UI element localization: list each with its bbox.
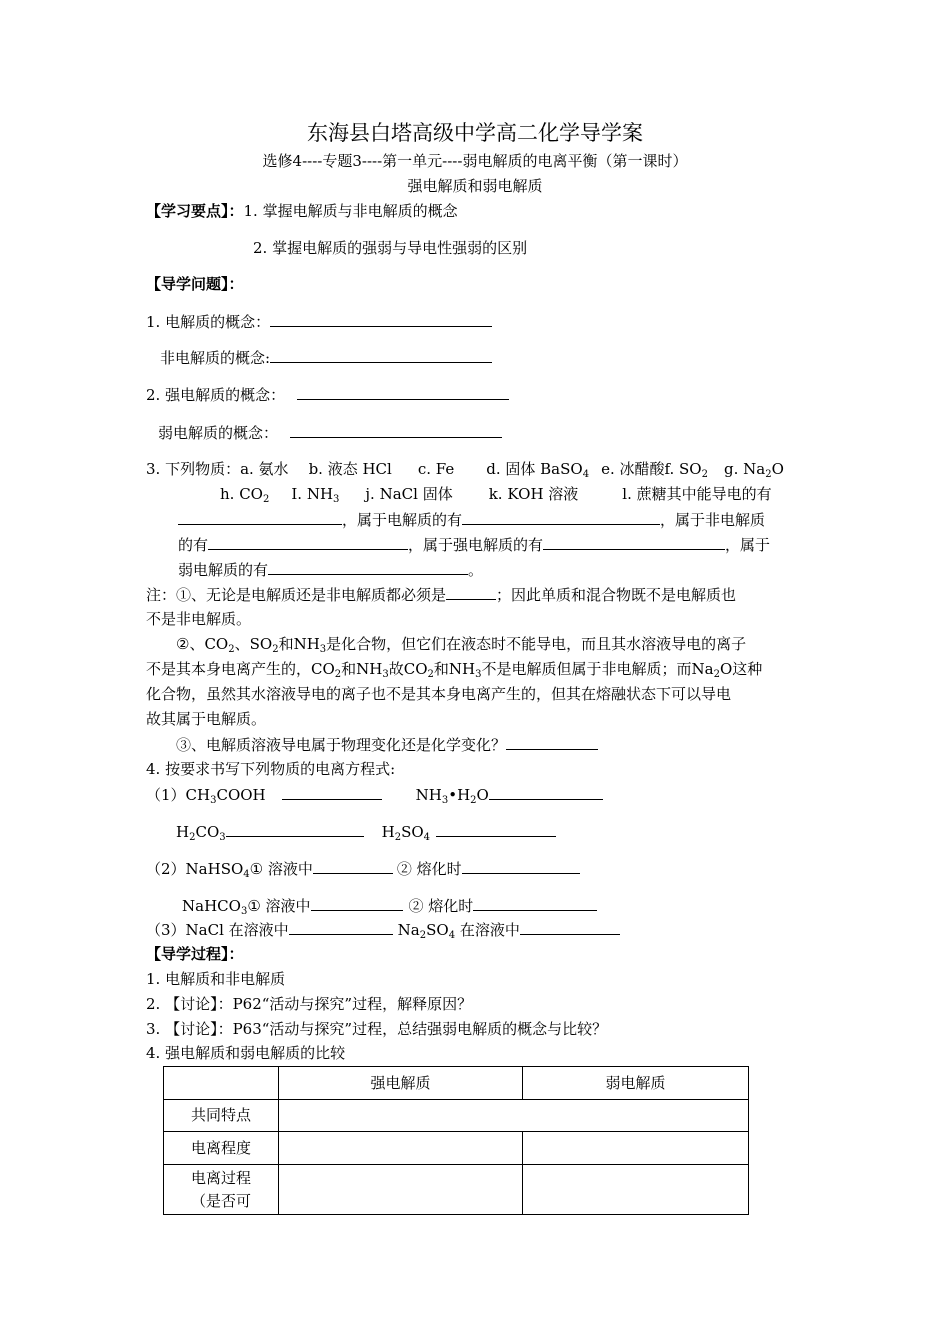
question-3-line3 — [178, 510, 765, 530]
question-1a — [146, 312, 492, 332]
subscript: 2 — [272, 644, 279, 655]
answer-blank[interactable] — [282, 785, 382, 800]
row-degree-label: 电离程度 — [164, 1132, 279, 1165]
question-3-line4 — [178, 535, 770, 555]
q3-item-k: k. KOH 溶液 — [488, 485, 579, 503]
eq-text: SO — [401, 823, 424, 841]
comparison-table — [163, 1066, 749, 1215]
q3-item-b: b. 液态 HCl — [308, 460, 392, 478]
note-2-text: 和NH — [341, 660, 383, 678]
note-1-text: 注：①、无论是电解质还是非电解质都必须是 — [146, 586, 447, 604]
subscript: 2 — [334, 669, 342, 680]
table-cell[interactable] — [279, 1132, 523, 1165]
question-1b-text: 非电解质的概念: — [160, 349, 271, 367]
answer-blank[interactable] — [543, 535, 725, 550]
answer-blank[interactable] — [178, 510, 342, 525]
table-header-row — [164, 1067, 749, 1100]
answer-blank[interactable] — [270, 312, 492, 327]
answer-blank[interactable] — [311, 896, 403, 911]
equation-row-1 — [146, 785, 603, 805]
row-process-label — [164, 1165, 279, 1215]
subscript: 4 — [448, 930, 456, 941]
question-2b — [158, 423, 502, 443]
col-weak-header: 弱电解质 — [523, 1067, 749, 1100]
note-2-line3: 化合物，虽然其水溶液导电的离子也不是其本身电离产生的，但其在熔融状态下可以导电 — [146, 685, 732, 703]
eq-text: ② 熔化时 — [408, 897, 474, 915]
col-strong-header: 强电解质 — [279, 1067, 523, 1100]
answer-blank[interactable] — [446, 585, 496, 600]
answer-blank[interactable] — [268, 560, 468, 575]
subscript: 3 — [240, 906, 248, 917]
subscript: 2 — [713, 669, 720, 680]
q3-item-g: g. Na — [723, 460, 766, 478]
note-2-line4: 故其属于电解质。 — [146, 710, 267, 728]
table-cell[interactable] — [279, 1100, 749, 1132]
answer-blank[interactable] — [462, 859, 580, 874]
q3-item-j: j. NaCl 固体 — [365, 485, 453, 503]
note-3 — [176, 735, 598, 755]
q3-item-l: l. 蔗糖其中能导电的有 — [622, 485, 772, 503]
subscript: 4 — [243, 869, 250, 880]
process-item-2: 2. 【讨论】：P62“活动与探究”过程，解释原因？ — [146, 995, 473, 1013]
question-2b-text: 弱电解质的概念： — [158, 424, 279, 442]
eq-text: NH — [415, 786, 442, 804]
eq-text: ② 熔化时 — [396, 860, 462, 878]
q3-text: ，属于强电解质的有 — [408, 536, 544, 554]
table-corner-cell — [164, 1067, 279, 1100]
table-cell[interactable] — [523, 1132, 749, 1165]
table-cell[interactable] — [279, 1165, 523, 1215]
row-process-label-line2: （是否可 — [190, 1191, 251, 1210]
note-2-text: 故CO — [388, 660, 428, 678]
answer-blank[interactable] — [473, 896, 597, 911]
q3-item-a: 3. 下列物质：a. 氨水 — [146, 460, 289, 478]
question-1b — [160, 348, 492, 368]
subscript: 2 — [701, 469, 708, 480]
q3-item-c: c. Fe — [417, 460, 455, 478]
note-1-text-b: ；因此单质和混合物既不是电解质也 — [496, 586, 737, 604]
subscript: 2 — [470, 795, 477, 806]
q3-item-i: I. NH — [291, 485, 334, 503]
row-common-label: 共同特点 — [164, 1100, 279, 1132]
q3-text: 的有 — [178, 536, 209, 554]
subscript: 3 — [219, 832, 226, 843]
note-3-text: ③、电解质溶液导电属于物理变化还是化学变化？ — [176, 736, 507, 754]
answer-blank[interactable] — [290, 423, 502, 438]
eq-text: ① 溶液中 — [249, 860, 313, 878]
subscript: 2 — [262, 494, 270, 505]
page-title: 东海县白塔高级中学高二化学导学案 — [307, 121, 643, 145]
eq-text: CO — [195, 823, 220, 841]
process-item-4: 4. 强电解质和弱电解质的比较 — [146, 1044, 346, 1062]
subscript: 2 — [419, 930, 427, 941]
answer-blank[interactable] — [462, 510, 660, 525]
q3-item-g-end: O — [771, 460, 784, 478]
note-2-text: 和NH — [278, 635, 320, 653]
key-point-2: 2. 掌握电解质的强弱与导电性强弱的区别 — [253, 239, 528, 257]
answer-blank[interactable] — [313, 859, 393, 874]
eq-text: O — [476, 786, 489, 804]
subscript: 3 — [319, 644, 327, 655]
process-label: 【导学过程】： — [146, 945, 244, 963]
question-2a-text: 2. 强电解质的概念： — [146, 386, 286, 404]
q3-item-h: h. CO — [220, 485, 263, 503]
answer-blank[interactable] — [208, 535, 408, 550]
note-2 — [176, 635, 746, 654]
equation-row-5 — [146, 920, 620, 940]
eq-text: H — [176, 823, 190, 841]
note-2-text: 和NH — [433, 660, 476, 678]
eq-text: ① 溶液中 — [247, 897, 311, 915]
equation-row-4 — [182, 896, 597, 916]
eq-text: SO — [426, 921, 449, 939]
note-2-text: ②、CO — [176, 635, 229, 653]
note-2-text: O这种 — [719, 660, 763, 678]
q3-text: 弱电解质的有 — [178, 561, 269, 579]
eq-text: Na — [397, 921, 420, 939]
table-row — [164, 1132, 749, 1165]
table-row — [164, 1165, 749, 1215]
answer-blank[interactable] — [226, 822, 364, 837]
answer-blank[interactable] — [506, 735, 598, 750]
subscript: 4 — [582, 469, 590, 480]
table-cell[interactable] — [523, 1165, 749, 1215]
subscript: 3 — [333, 494, 340, 505]
q3-item-ef: e. 冰醋酸f. SO — [601, 460, 702, 478]
page-subtitle: 选修4----专题3----第一单元----弱电解质的电离平衡（第一课时） — [262, 152, 688, 170]
subscript: 3 — [210, 795, 217, 806]
subscript: 4 — [423, 832, 431, 843]
q3-text: ，属于电解质的有 — [342, 511, 463, 529]
topic-heading: 强电解质和弱电解质 — [407, 177, 543, 195]
eq-text: COOH — [216, 786, 266, 804]
answer-blank[interactable] — [270, 348, 492, 363]
table-row — [164, 1100, 749, 1132]
process-item-1: 1. 电解质和非电解质 — [146, 970, 286, 988]
process-item-3: 3. 【讨论】：P63“活动与探究”过程，总结强弱电解质的概念与比较？ — [146, 1020, 608, 1038]
row-process-label-line1: 电离过程 — [190, 1169, 251, 1187]
q3-text: ，属于非电解质 — [660, 511, 766, 529]
eq-text: （1）CH — [146, 786, 211, 804]
q3-item-d: d. 固体 BaSO — [486, 460, 583, 478]
equation-row-3 — [146, 859, 580, 879]
note-2-text: 不是电解质但属于非电解质；而Na — [481, 660, 714, 678]
answer-blank[interactable] — [489, 785, 603, 800]
subscript: 2 — [765, 469, 772, 480]
eq-text: （3）NaCl 在溶液中 — [146, 921, 289, 939]
q3-text: 。 — [468, 561, 484, 579]
equation-row-2 — [176, 822, 556, 842]
subscript: 2 — [228, 644, 235, 655]
eq-text: H — [381, 823, 395, 841]
subscript: 2 — [394, 832, 402, 843]
subscript: 3 — [475, 669, 482, 680]
note-2-text: 是化合物，但它们在液态时不能导电，而且其水溶液导电的离子 — [326, 635, 747, 653]
answer-blank[interactable] — [297, 385, 509, 400]
answer-blank[interactable] — [520, 920, 620, 935]
note-2-text: 、SO — [234, 635, 273, 653]
key-points-label: 【学习要点】： — [146, 202, 244, 220]
questions-label: 【导学问题】： — [146, 275, 244, 293]
question-3-line5 — [178, 560, 483, 580]
equations-label: 4. 按要求书写下列物质的电离方程式: — [146, 760, 396, 778]
question-3-line1 — [146, 460, 784, 479]
answer-blank[interactable] — [436, 822, 556, 837]
subscript: 2 — [427, 669, 434, 680]
answer-blank[interactable] — [289, 920, 393, 935]
q3-text: ，属于 — [725, 536, 771, 554]
eq-text: （2）NaHSO — [146, 860, 244, 878]
note-2-line2 — [146, 660, 762, 679]
note-2-text: 不是其本身电离产生的，CO — [146, 660, 335, 678]
subscript: 3 — [441, 795, 449, 806]
note-1-cont: 不是非电解质。 — [146, 610, 252, 628]
question-3-line2 — [220, 485, 772, 504]
question-1a-text: 1. 电解质的概念： — [146, 313, 271, 331]
question-2a — [146, 385, 509, 405]
key-points — [146, 202, 458, 221]
eq-text: 在溶液中 — [455, 921, 520, 939]
subscript: 2 — [189, 832, 196, 843]
eq-text: •H — [448, 786, 471, 804]
key-point-1: 1. 掌握电解质与非电解质的概念 — [243, 202, 458, 220]
eq-text: NaHCO — [182, 897, 241, 915]
subscript: 3 — [382, 669, 389, 680]
note-1 — [146, 585, 736, 605]
